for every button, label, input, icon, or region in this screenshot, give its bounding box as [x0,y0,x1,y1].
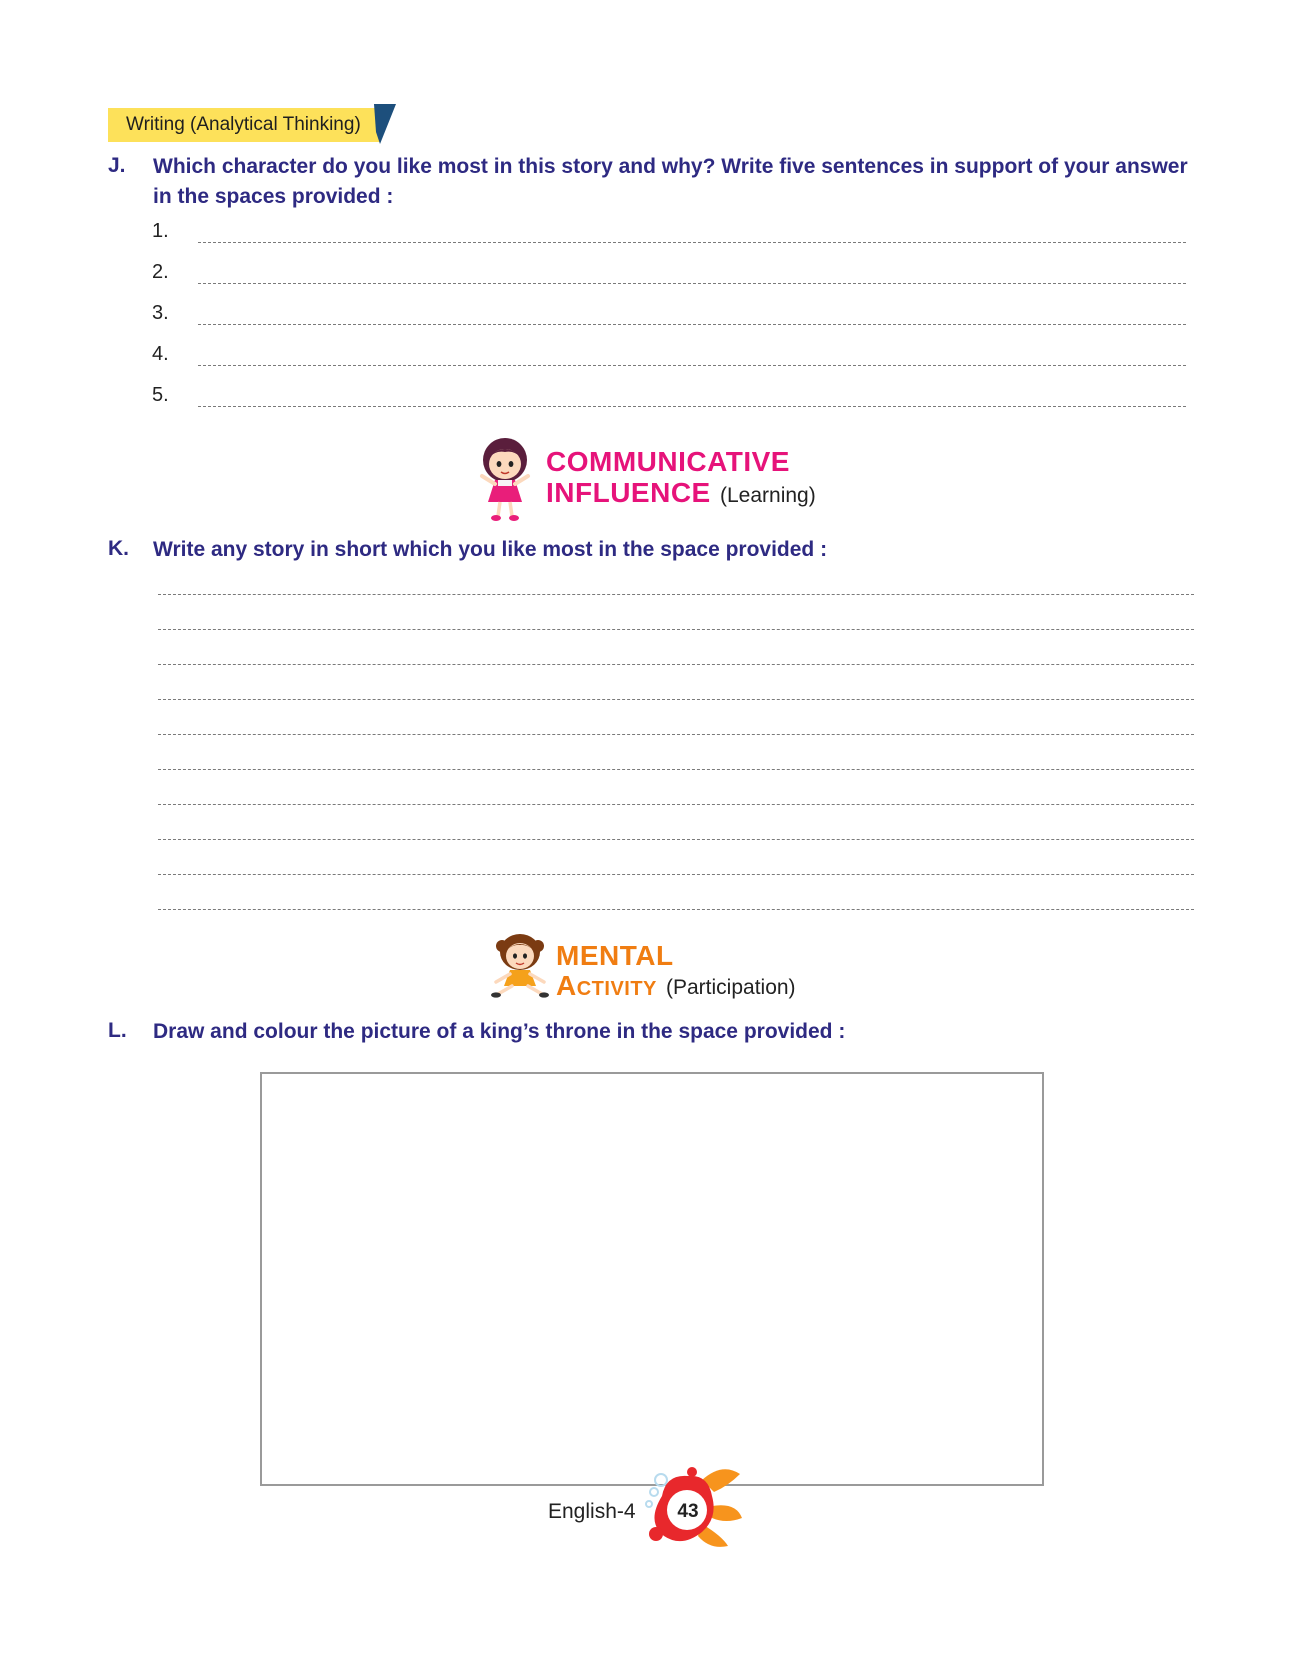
footer-book-title: English-4 [548,1500,636,1523]
story-line-2[interactable] [158,629,1194,630]
mental-title-line2: Activity [556,970,657,1001]
answer-line-1[interactable] [198,242,1186,243]
story-line-10[interactable] [158,909,1194,910]
story-line-8[interactable] [158,839,1194,840]
answer-line-5[interactable] [198,406,1186,407]
communicative-title-line1: COMMUNICATIVE [546,446,790,477]
mental-title-line1: MENTAL [556,940,674,971]
girl-character-icon [476,436,534,522]
page-number: 43 [677,1501,699,1522]
answer-number-2: 2. [152,261,169,283]
question-j-line1: Which character do you like most in this story and why? Write five sentences in support of your answer [153,155,1188,178]
answer-line-2[interactable] [198,283,1186,284]
drawing-area[interactable] [260,1072,1044,1486]
story-line-4[interactable] [158,699,1194,700]
story-line-7[interactable] [158,804,1194,805]
answer-number-1: 1. [152,220,169,242]
section-tag: Writing (Analytical Thinking) [108,108,380,142]
question-j-line2: in the spaces provided : [153,185,394,208]
answer-line-3[interactable] [198,324,1186,325]
story-line-1[interactable] [158,594,1194,595]
communicative-subtitle: (Learning) [720,484,816,507]
story-line-9[interactable] [158,874,1194,875]
communicative-title-line2: INFLUENCE [546,477,711,508]
answer-number-4: 4. [152,343,169,365]
story-line-3[interactable] [158,664,1194,665]
tag-flag-icon [374,104,396,144]
sitting-girl-icon [490,932,550,998]
mental-subtitle: (Participation) [666,976,796,999]
story-line-5[interactable] [158,734,1194,735]
story-line-6[interactable] [158,769,1194,770]
answer-number-3: 3. [152,302,169,324]
question-j-text [153,152,1213,212]
question-j-letter: J. [108,154,126,177]
question-k-letter: K. [108,537,129,560]
answer-number-5: 5. [152,384,169,406]
answer-line-4[interactable] [198,365,1186,366]
question-l-text: Draw and colour the picture of a king’s throne in the space provided : [153,1020,846,1043]
question-l-letter: L. [108,1019,127,1042]
question-k-text: Write any story in short which you like most in the space provided : [153,538,828,561]
